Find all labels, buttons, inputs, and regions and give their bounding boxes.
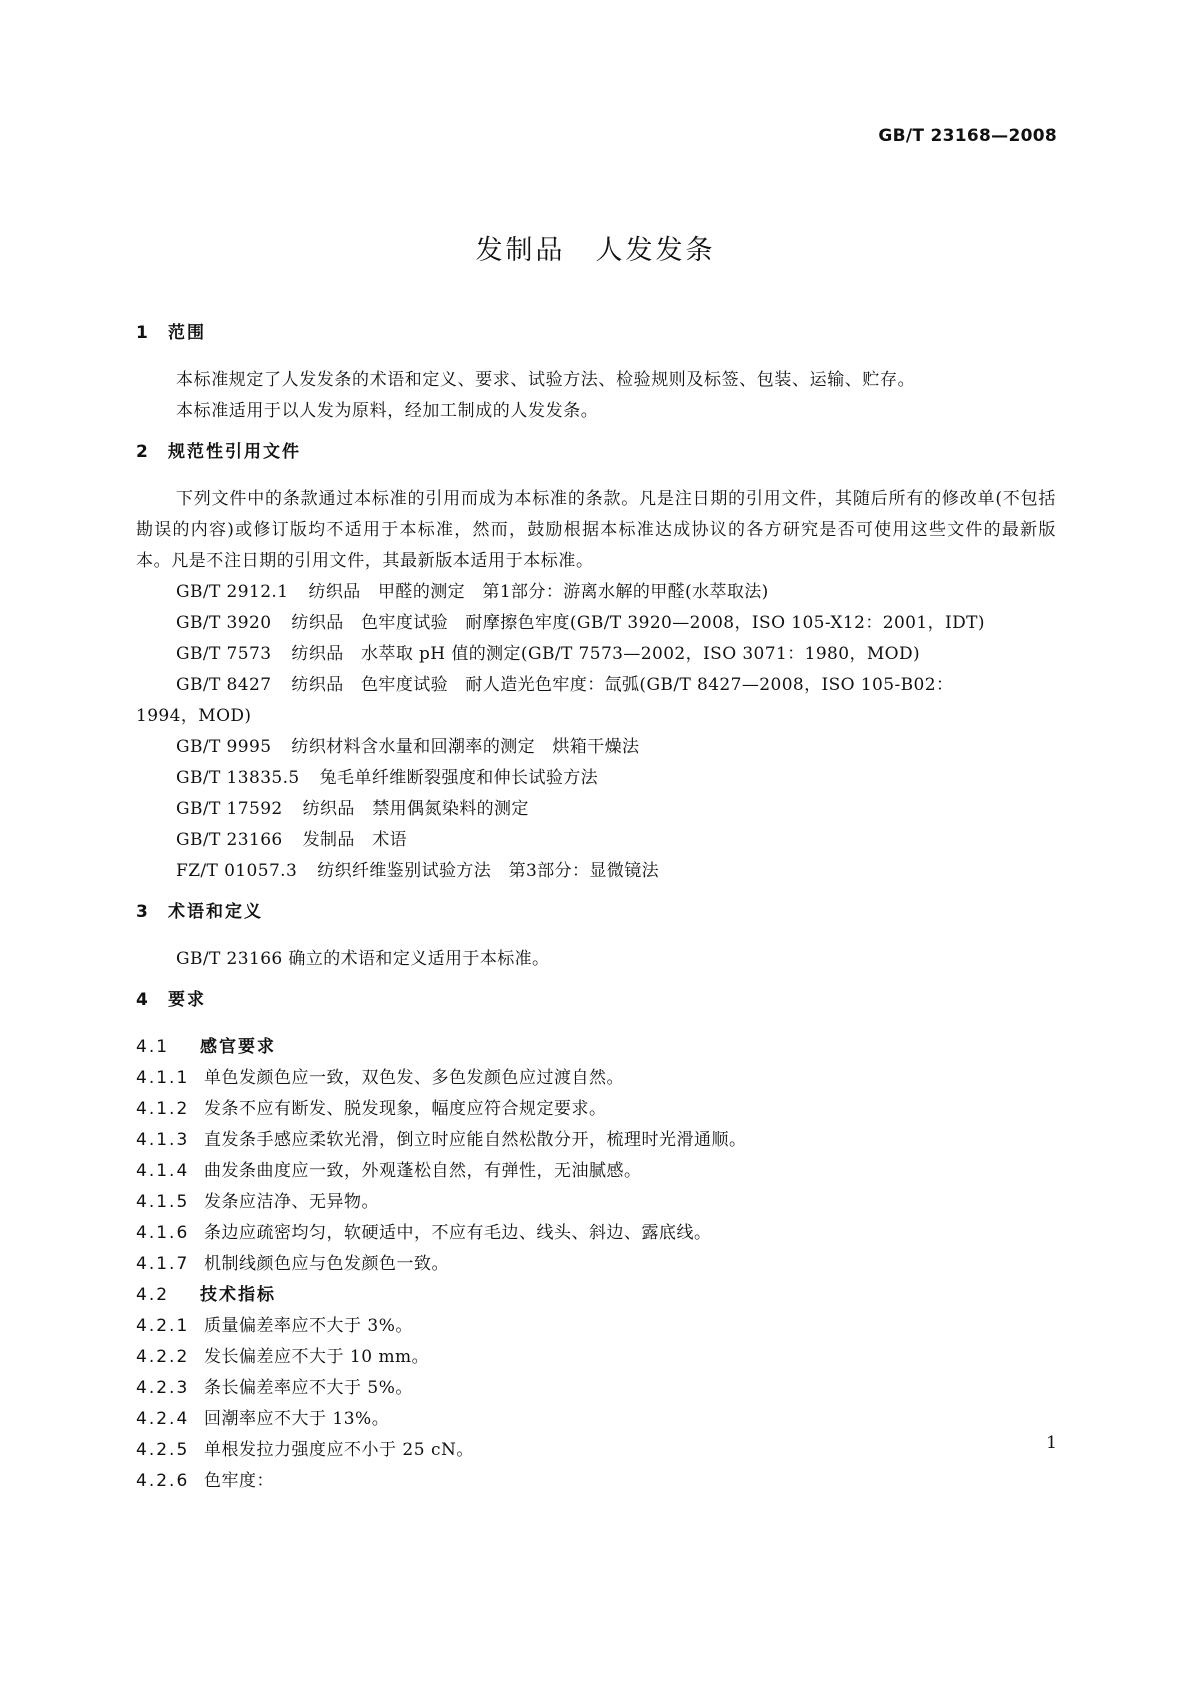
reference-item	[136, 763, 1056, 794]
scope-paragraph: 本标准规定了人发发条的术语和定义、要求、试验方法、检验规则及标签、包装、运输、贮存。	[176, 370, 916, 390]
clause-item	[136, 1404, 1056, 1435]
clause-text: 色牢度：	[204, 1471, 274, 1491]
reference-code: GB/T 13835.5	[176, 768, 300, 788]
reference-title-continued: 1994，MOD)	[136, 706, 252, 726]
reference-title: 纺织纤维鉴别试验方法 第3部分：显微镜法	[317, 861, 660, 881]
reference-code: GB/T 3920	[176, 613, 272, 633]
reference-title: 纺织品 色牢度试验 耐人造光色牢度：氙弧(GB/T 8427—2008，ISO 105-B02：	[291, 675, 954, 695]
subsection-title: 技术指标	[200, 1285, 276, 1305]
reference-title: 纺织品 水萃取 pH 值的测定(GB/T 7573—2002，ISO 3071：1980，MOD)	[291, 644, 921, 664]
clause-number: 4.1.6	[136, 1223, 190, 1243]
clause-text: 发条应洁净、无异物。	[204, 1192, 379, 1212]
clause-text: 曲发条曲度应一致，外观蓬松自然，有弹性，无油腻感。	[204, 1161, 642, 1181]
reference-title: 发制品 术语	[302, 830, 408, 850]
reference-code: GB/T 9995	[176, 737, 272, 757]
section-title: 范围	[168, 323, 206, 343]
section-heading-normative-references	[136, 437, 1056, 468]
reference-title: 兔毛单纤维断裂强度和伸长试验方法	[319, 768, 599, 788]
reference-item	[136, 794, 1056, 825]
clause-number: 4.1.4	[136, 1161, 190, 1181]
standard-code: GB/T 23168—2008	[878, 126, 1057, 146]
clause-item	[136, 1466, 1056, 1497]
subsection-title: 感官要求	[200, 1037, 276, 1057]
clause-text: 单色发颜色应一致，双色发、多色发颜色应过渡自然。	[204, 1068, 624, 1088]
subsection-heading-sensory	[136, 1032, 1056, 1063]
clause-number: 4.2.6	[136, 1471, 190, 1491]
clause-number: 4.2.5	[136, 1440, 190, 1460]
reference-code: GB/T 7573	[176, 644, 272, 664]
reference-code: GB/T 2912.1	[176, 582, 289, 602]
section-title: 要求	[168, 990, 206, 1010]
clause-text: 条边应疏密均匀，软硬适中，不应有毛边、线头、斜边、露底线。	[204, 1223, 712, 1243]
section-heading-requirements	[136, 985, 1056, 1016]
reference-item	[136, 608, 1056, 639]
reference-code: GB/T 17592	[176, 799, 283, 819]
clause-item	[136, 1342, 1056, 1373]
clause-number: 4.1.7	[136, 1254, 190, 1274]
clause-text: 直发条手感应柔软光滑，倒立时应能自然松散分开，梳理时光滑通顺。	[204, 1130, 747, 1150]
clause-number: 4.2.2	[136, 1347, 190, 1367]
section-number: 2	[136, 442, 150, 462]
section-title: 术语和定义	[168, 902, 263, 922]
document-title: 发制品 人发发条	[475, 235, 716, 266]
reference-code: GB/T 23166	[176, 830, 283, 850]
clause-number: 4.1.5	[136, 1192, 190, 1212]
clause-item	[136, 1125, 1056, 1156]
clause-text: 发条不应有断发、脱发现象，幅度应符合规定要求。	[204, 1099, 607, 1119]
subsection-heading-technical-indicators	[136, 1280, 1056, 1311]
reference-title: 纺织品 禁用偶氮染料的测定	[302, 799, 529, 819]
reference-title: 纺织材料含水量和回潮率的测定 烘箱干燥法	[291, 737, 640, 757]
subsection-number: 4.1	[136, 1037, 170, 1057]
section-number: 3	[136, 902, 150, 922]
reference-code: GB/T 8427	[176, 675, 272, 695]
reference-item	[136, 639, 1056, 670]
section-heading-terms	[136, 897, 1056, 928]
clause-number: 4.1.1	[136, 1068, 190, 1088]
terms-paragraph: GB/T 23166 确立的术语和定义适用于本标准。	[176, 949, 550, 969]
reference-title: 纺织品 色牢度试验 耐摩擦色牢度(GB/T 3920—2008，ISO 105-X12：2001，IDT)	[291, 613, 985, 633]
clause-text: 回潮率应不大于 13%。	[204, 1409, 390, 1429]
clause-item	[136, 1311, 1056, 1342]
scope-paragraph: 本标准适用于以人发为原料，经加工制成的人发发条。	[176, 401, 599, 421]
clause-item	[136, 1187, 1056, 1218]
reference-item	[136, 732, 1056, 763]
clause-text: 发长偏差应不大于 10 mm。	[204, 1347, 430, 1367]
clause-item	[136, 1156, 1056, 1187]
clause-item	[136, 1249, 1056, 1280]
reference-title: 纺织品 甲醛的测定 第1部分：游离水解的甲醛(水萃取法)	[308, 582, 769, 602]
clause-item	[136, 1373, 1056, 1404]
clause-item	[136, 1063, 1056, 1094]
clause-text: 机制线颜色应与色发颜色一致。	[204, 1254, 449, 1274]
reference-code: FZ/T 01057.3	[176, 861, 298, 881]
clause-text: 单根发拉力强度应不小于 25 cN。	[204, 1440, 474, 1460]
reference-item	[136, 825, 1056, 856]
page-number: 1	[1046, 1433, 1057, 1453]
reference-item	[136, 577, 1056, 608]
references-intro: 下列文件中的条款通过本标准的引用而成为本标准的条款。凡是注日期的引用文件，其随后所有的修改单(不包括勘误的内容)或修订版均不适用于本标准，然而，鼓励根据本标准达成协议的各方研究是否可使用这些文件的最新版本。凡是不注日期的引用文件，其最新版本适用于本标准。	[136, 489, 1056, 571]
reference-item	[136, 670, 1056, 732]
clause-number: 4.2.4	[136, 1409, 190, 1429]
clause-item	[136, 1094, 1056, 1125]
clause-text: 质量偏差率应不大于 3%。	[204, 1316, 413, 1336]
section-number: 1	[136, 323, 150, 343]
clause-number: 4.2.3	[136, 1378, 190, 1398]
subsection-number: 4.2	[136, 1285, 170, 1305]
section-title: 规范性引用文件	[168, 442, 301, 462]
clause-item	[136, 1435, 1056, 1466]
reference-item	[136, 856, 1056, 887]
section-heading-scope	[136, 318, 1056, 349]
document-body	[136, 318, 1056, 1497]
clause-item	[136, 1218, 1056, 1249]
clause-number: 4.2.1	[136, 1316, 190, 1336]
clause-text: 条长偏差率应不大于 5%。	[204, 1378, 413, 1398]
clause-number: 4.1.2	[136, 1099, 190, 1119]
clause-number: 4.1.3	[136, 1130, 190, 1150]
section-number: 4	[136, 990, 150, 1010]
